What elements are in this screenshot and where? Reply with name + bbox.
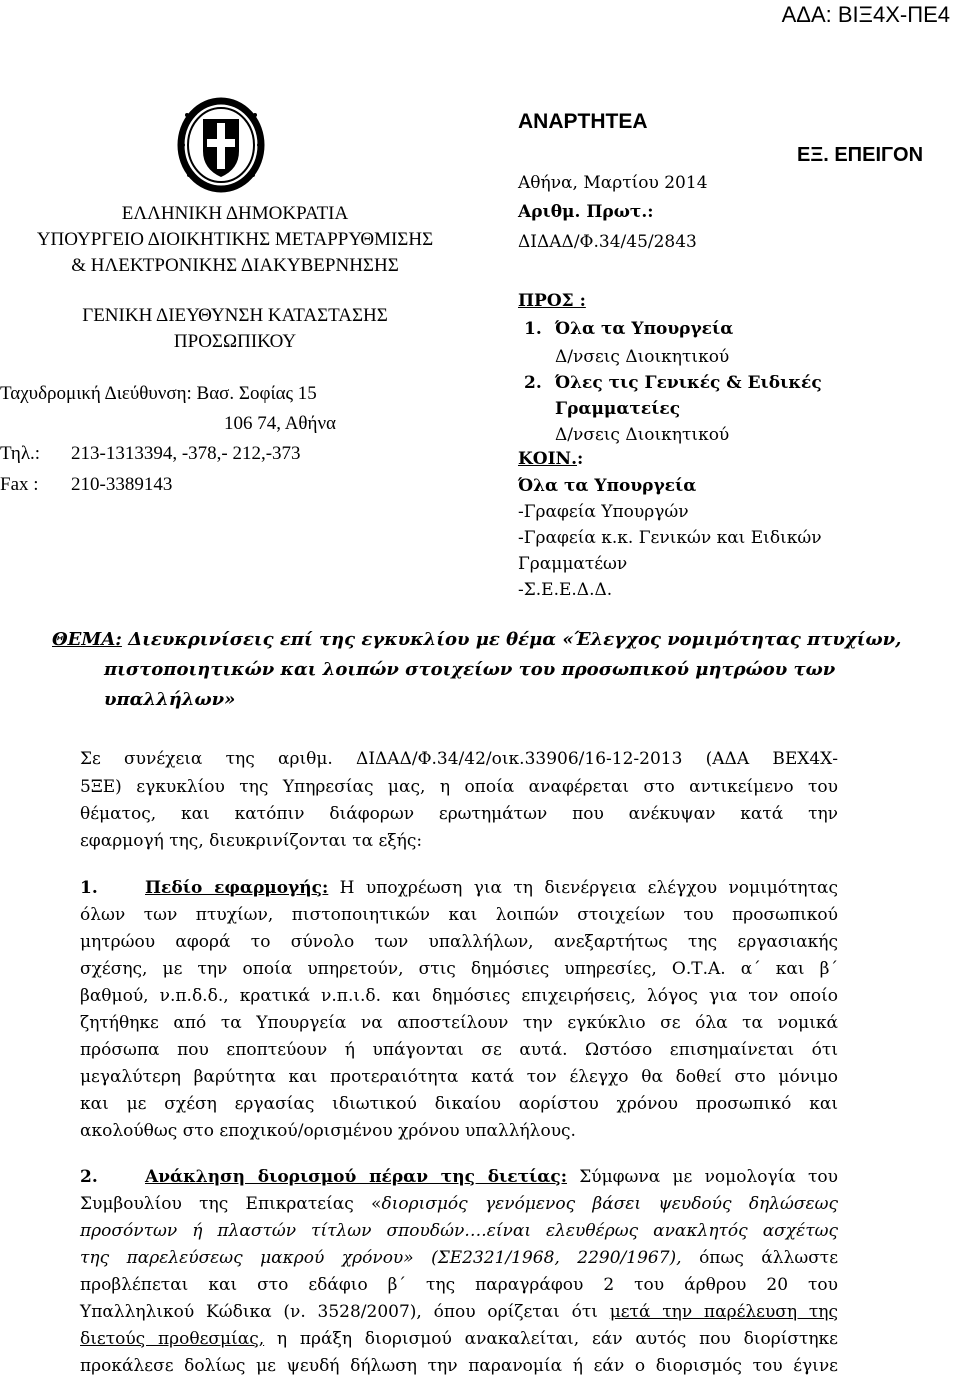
subject-text-1: Διευκρινίσεις επί της εγκυκλίου με θέμα «Έλεγχος νομιμότητας πτυχίων, (128, 629, 902, 650)
section-2-l6-text: Υπαλληλικού Κώδικα (ν. 3528/2007), όπου ορίζεται ότι (80, 1302, 610, 1322)
directorate-line1: ΓΕΝΙΚΗ ΔΙΕΥΘΥΝΣΗ ΚΑΤΑΣΤΑΣΗΣ (82, 305, 388, 326)
section-2-number: 2. (80, 1167, 98, 1187)
section-1-line: όλων των πτυχίων, πιστοποιητικών και λοιπών στοιχείων του προσωπικού (80, 905, 838, 925)
intro-line: εφαρμογή της, διευκρινίζονται τα εξής: (80, 831, 423, 851)
section-2-first-line (145, 1166, 838, 1188)
ministry-name-line2: & ΗΛΕΚΤΡΟΝΙΚΗΣ ΔΙΑΚΥΒΕΡΝΗΣΗΣ (71, 255, 399, 276)
postal-city: 106 74, Αθήνα (224, 413, 337, 434)
recipient-2-line2: Γραμματείες (555, 399, 681, 419)
fax-label: Fax : (0, 474, 39, 495)
fax-value: 210-3389143 (71, 474, 173, 495)
ministry-name-line1: ΥΠΟΥΡΓΕΙΟ ΔΙΟΙΚΗΤΙΚΗΣ ΜΕΤΑΡΡΥΘΜΙΣΗΣ (36, 229, 434, 250)
section-2-l4-text: όπως άλλωστε (699, 1248, 839, 1268)
cc-label: ΚΟΙΝ. (518, 449, 577, 469)
country-name: ΕΛΛΗΝΙΚΗ ΔΗΜΟΚΡΑΤΙΑ (121, 203, 349, 224)
subject-line1 (52, 629, 901, 650)
postal-address: Ταχυδρομική Διεύθυνση: Βασ. Σοφίας 15 (0, 383, 317, 404)
recipient-1: Όλα τα Υπουργεία (555, 319, 734, 339)
section-2-line-5: προβλέπεται και στο εδάφιο β΄ της παραγράφου 2 του άρθρου 20 του (80, 1275, 838, 1295)
section-1-line: βαθμού, ν.π.δ.δ., κρατικά ν.π.ι.δ. και δημόσιες επιχειρήσεις, λόγος για τον οποίο (80, 986, 838, 1006)
section-2-l7-underlined: διετούς προθεσμίας, (80, 1329, 265, 1349)
section-2-line-7 (80, 1328, 838, 1350)
cc-1: Όλα τα Υπουργεία (518, 476, 697, 496)
section-2-line-8: προκάλεσε δολίως με ψευδή δήλωση την παρανομία ή εάν ο διορισμός του έγινε (80, 1356, 838, 1376)
section-2-line-3: προσόντων ή πλαστών τίτλων σπουδών….είναι ελευθέρως ανακλητός ασχέτως (80, 1221, 838, 1241)
intro-line: 5ΞΕ) εγκυκλίου της Υπηρεσίας μας, η οποία αναφέρεται στο αντικείμενο του (80, 777, 838, 797)
section-1-number: 1. (80, 878, 98, 898)
recipient-2-line1: Όλες τις Γενικές & Ειδικές (555, 373, 822, 393)
subject-line2: πιστοποιητικών και λοιπών στοιχείων του προσωπικού μητρώου των (104, 659, 836, 680)
section-2-title: Ανάκληση διορισμού πέραν της διετίας: (145, 1167, 567, 1187)
section-1-line: ζητήθηκε από τα Υπουργεία να αποστείλουν την εγκύκλιο σε όλα τα νομικά (80, 1013, 838, 1033)
section-2-l6-underlined: μετά την παρέλευση της (609, 1302, 838, 1322)
subject-label: ΘΕΜΑ: (52, 629, 122, 650)
section-2-l4-quote: της παρελεύσεως μακρού χρόνου» (ΣΕ2321/1968, 2290/1967), (80, 1248, 682, 1268)
section-1-first-text: Η υποχρέωση για τη διενέργεια ελέγχου νομιμότητας (339, 878, 839, 898)
protocol-label: Αριθμ. Πρωτ.: (518, 202, 654, 222)
intro-line: Σε συνέχεια της αριθμ. ΔΙΔΑΔ/Φ.34/42/οικ.33906/16-12-2013 (ΑΔΑ ΒΕΧ4Χ- (80, 749, 838, 769)
section-2-l2-text: Συμβουλίου της Επικρατείας « (80, 1194, 382, 1214)
section-1-line: πρόσωπα που εποπτεύουν ή υπάγονται σε αυτά. Ωστόσο επισημαίνεται ότι (80, 1040, 838, 1060)
section-1-line: σχέσης, με την οποία υπηρετούν, στις δημόσιες υπηρεσίες, Ο.Τ.Α. α΄ και β΄ (80, 959, 838, 979)
section-2-line-4 (80, 1247, 838, 1269)
section-1-first-line (145, 877, 838, 899)
section-1-title: Πεδίο εφαρμογής: (145, 878, 329, 898)
subject-line3: υπαλλήλων» (104, 689, 236, 710)
cc-3: -Γραφεία κ.κ. Γενικών και Ειδικών (518, 528, 822, 548)
section-2-l2-quote: διορισμός γενόμενος βάσει ψευδούς δηλώσεως (381, 1194, 838, 1214)
document-date: Αθήνα, Μαρτίου 2014 (518, 173, 708, 193)
section-2-l7-text: η πράξη διορισμού ανακαλείται, εάν αυτός που διορίστηκε (264, 1329, 838, 1349)
cc-colon: : (577, 449, 584, 469)
ada-code: ΑΔΑ: ΒΙΞ4Χ-ΠΕ4 (781, 2, 950, 27)
coat-of-arms-emblem (175, 95, 267, 195)
cc-heading (518, 449, 583, 469)
section-2-first-text: Σύμφωνα με νομολογία του (579, 1167, 838, 1187)
recipient-1-sub: Δ/νσεις Διοικητικού (555, 347, 730, 367)
section-1-line: μητρώου αφορά το σύνολο των υπαλλήλων, ανεξαρτήτως της εργασιακής (80, 932, 838, 952)
recipient-2-sub: Δ/νσεις Διοικητικού (555, 425, 730, 445)
section-2-line-6 (80, 1301, 838, 1323)
tel-label: Τηλ.: (0, 443, 41, 464)
recipient-2-number: 2. (524, 373, 542, 393)
posting-label: ΑΝΑΡΤΗΤΕΑ (518, 110, 648, 133)
cc-5: -Σ.Ε.Ε.Δ.Δ. (518, 580, 613, 600)
protocol-number: ΔΙΔΑΔ/Φ.34/45/2843 (518, 232, 697, 252)
section-1-line: και με σχέση εργασίας ιδιωτικού δικαίου αορίστου χρόνου προσωπικό και (80, 1094, 838, 1114)
intro-line: θέματος, και κατόπιν διάφορων ερωτημάτων που ανέκυψαν κατά την (80, 804, 838, 824)
directorate-line2: ΠΡΟΣΩΠΙΚΟΥ (173, 331, 297, 352)
section-1-line: μεγαλύτερη βαρύτητα και προτεραιότητα κατά τον έλεγχο θα δοθεί στο μόνιμο (80, 1067, 838, 1087)
recipient-1-number: 1. (524, 319, 542, 339)
section-1-last-line: ακολούθως στο εποχικού/ορισμένου χρόνου υπαλλήλους. (80, 1121, 576, 1141)
recipients-label: ΠΡΟΣ : (518, 291, 586, 311)
cc-4: Γραμματέων (518, 554, 628, 574)
section-2-line-2 (80, 1193, 838, 1215)
urgency-label: ΕΞ. ΕΠΕΙΓΟΝ (797, 144, 924, 166)
tel-value: 213-1313394, -378,- 212,-373 (71, 443, 301, 464)
cc-2: -Γραφεία Υπουργών (518, 502, 689, 522)
